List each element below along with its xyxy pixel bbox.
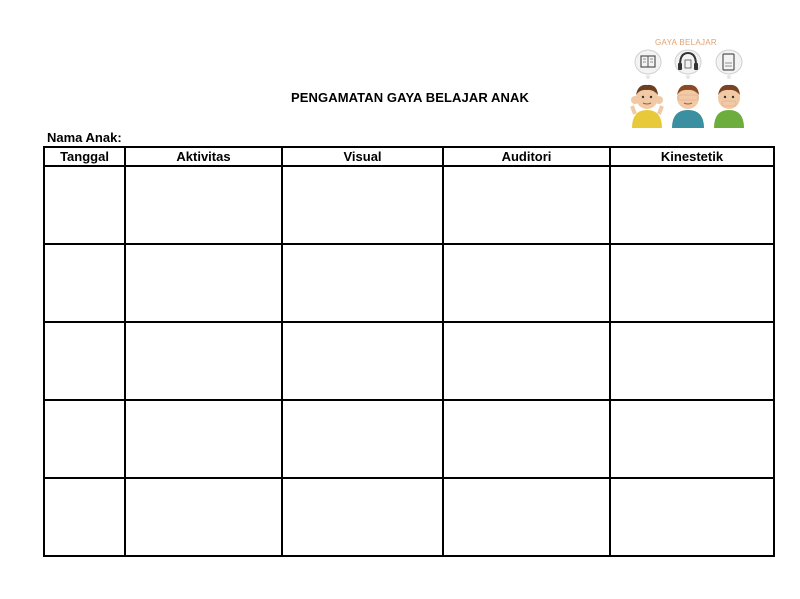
- cell-kinestetik[interactable]: [610, 400, 774, 478]
- learning-style-logo: [618, 36, 754, 132]
- cell-visual[interactable]: [282, 322, 443, 400]
- tablet-icon: [716, 50, 742, 79]
- cell-aktivitas[interactable]: [125, 400, 282, 478]
- cell-kinestetik[interactable]: [610, 478, 774, 556]
- table-row: [44, 244, 774, 322]
- cell-tanggal[interactable]: [44, 400, 125, 478]
- book-icon: [635, 50, 661, 79]
- cell-kinestetik[interactable]: [610, 322, 774, 400]
- cell-auditori[interactable]: [443, 322, 610, 400]
- table-row: [44, 478, 774, 556]
- cell-visual[interactable]: [282, 400, 443, 478]
- cell-aktivitas[interactable]: [125, 322, 282, 400]
- observation-table: [43, 146, 775, 557]
- cell-tanggal[interactable]: [44, 478, 125, 556]
- cell-visual[interactable]: [282, 166, 443, 244]
- logo-caption: GAYA BELAJAR: [655, 38, 717, 47]
- header-tanggal: Tanggal: [44, 147, 125, 166]
- table-row: [44, 322, 774, 400]
- header-kinestetik: Kinestetik: [610, 147, 774, 166]
- cell-tanggal[interactable]: [44, 244, 125, 322]
- cell-auditori[interactable]: [443, 400, 610, 478]
- cell-kinestetik[interactable]: [610, 244, 774, 322]
- cell-visual[interactable]: [282, 244, 443, 322]
- child-name-label: Nama Anak:: [47, 130, 122, 145]
- cell-aktivitas[interactable]: [125, 244, 282, 322]
- table-row: [44, 400, 774, 478]
- child-visual: [631, 85, 663, 128]
- table-header-row: [44, 147, 774, 166]
- cell-auditori[interactable]: [443, 166, 610, 244]
- headphones-icon: [675, 50, 701, 79]
- cell-tanggal[interactable]: [44, 166, 125, 244]
- child-kinesthetic: [714, 85, 744, 128]
- child-auditory: [672, 85, 704, 128]
- page-title: PENGAMATAN GAYA BELAJAR ANAK: [290, 90, 530, 105]
- cell-auditori[interactable]: [443, 244, 610, 322]
- cell-auditori[interactable]: [443, 478, 610, 556]
- table-row: [44, 166, 774, 244]
- cell-aktivitas[interactable]: [125, 478, 282, 556]
- header-aktivitas: Aktivitas: [125, 147, 282, 166]
- cell-visual[interactable]: [282, 478, 443, 556]
- header-visual: Visual: [282, 147, 443, 166]
- header-auditori: Auditori: [443, 147, 610, 166]
- cell-aktivitas[interactable]: [125, 166, 282, 244]
- cell-tanggal[interactable]: [44, 322, 125, 400]
- cell-kinestetik[interactable]: [610, 166, 774, 244]
